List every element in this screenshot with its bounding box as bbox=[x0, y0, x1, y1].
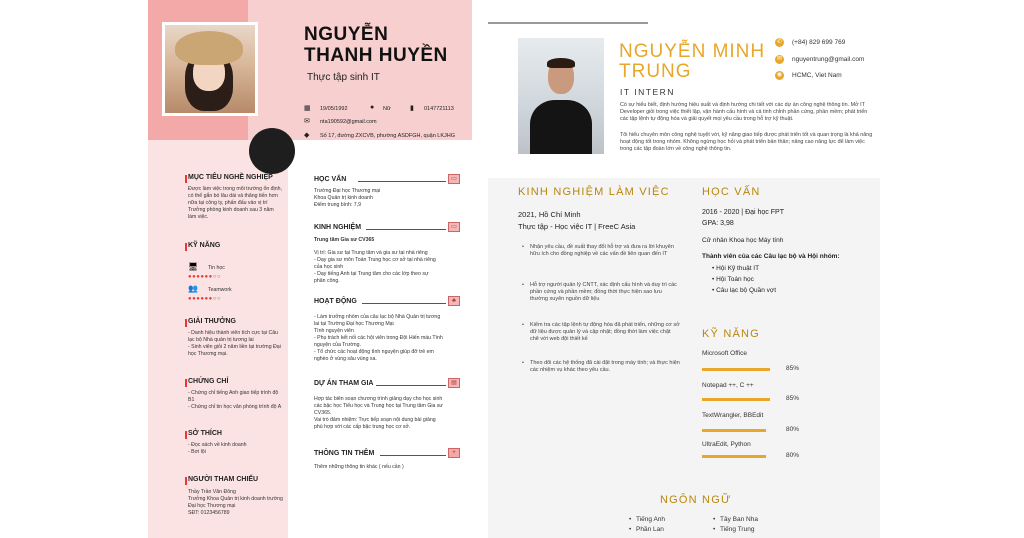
phone-icon: ✆ bbox=[776, 39, 783, 45]
body-background bbox=[488, 178, 880, 538]
resume-right bbox=[488, 22, 880, 538]
activities-text: - Làm trưởng nhóm của câu lạc bộ Nhà Quản trị tương lai tại Trường Đại học Thương Mại Tình nguyện viên - Phụ trách kết nối các hội viên trong Đội Hiến máu Tình nguyện của Trường. - Tổ chức các hoạt động tình nguyện giúp đỡ trẻ em nghèo ở vùng sâu vùng xa. bbox=[314, 314, 443, 362]
experience-company: Trung tâm Gia sư CV365 bbox=[314, 237, 375, 243]
education-degree: Cử nhân Khoa học Máy tính bbox=[702, 237, 784, 244]
name bbox=[304, 24, 448, 66]
email: nguyentrung@gmail.com bbox=[792, 56, 865, 63]
certs-text: - Chứng chỉ tiếng Anh giao tiếp trình độ B1 - Chứng chỉ tin học văn phòng trình độ A bbox=[188, 390, 282, 410]
experience-heading: KINH NGHIỆM bbox=[314, 224, 361, 231]
skill-bar bbox=[702, 455, 766, 458]
phone: 0147721113 bbox=[424, 106, 454, 112]
experience-text: Vị trí: Gia sư tại Trung tâm và gia sư tại nhà riêng - Dạy gia sư môn Toán Trung học cơ sở tại nhà riêng của học sinh - Dạy tiếng Anh tại Trung tâm cho các lớp theo sự phân công. bbox=[314, 250, 436, 284]
awards-heading: GIẢI THƯỞNG bbox=[188, 318, 236, 325]
more-info-heading: THÔNG TIN THÊM bbox=[314, 450, 374, 457]
skill-it: Tin học bbox=[208, 265, 225, 271]
languages-heading: NGÔN NGỮ bbox=[660, 494, 732, 506]
group-icon: ♣ bbox=[448, 296, 460, 306]
email: nta190592@gmail.com bbox=[320, 119, 377, 125]
skill-bar bbox=[702, 398, 770, 401]
references-heading: NGƯỜI THAM CHIẾU bbox=[188, 476, 258, 483]
objective-text: Được làm việc trong môi trường ổn định, có thể gắn bó lâu dài và thăng tiến hơn nữa tại công ty, phấn đấu vào vị trí Trưởng phòng kinh doanh sau 3 năm làm việc. bbox=[188, 186, 282, 220]
phone: (+84) 829 699 769 bbox=[792, 39, 846, 46]
location-icon: ◆ bbox=[304, 132, 310, 139]
skills-heading: KỸ NĂNG bbox=[702, 328, 760, 340]
summary bbox=[620, 102, 875, 153]
name-line-1: NGUYỄN bbox=[304, 24, 389, 45]
education-heading: HỌC VẤN bbox=[314, 176, 346, 183]
email-icon: ✉ bbox=[304, 118, 310, 125]
objective-heading: MỤC TIÊU NGHỀ NGHIỆP bbox=[188, 174, 273, 181]
hobbies-text: - Đọc sách về kinh doanh - Bơi lội bbox=[188, 442, 247, 455]
skill-percent: 85% bbox=[786, 365, 800, 372]
job-role: IT INTERN bbox=[620, 87, 675, 97]
projects-heading: DỰ ÁN THAM GIA bbox=[314, 380, 373, 387]
calendar-icon: ▦ bbox=[304, 105, 311, 112]
resume-left bbox=[148, 0, 472, 538]
skill-percent: 80% bbox=[786, 452, 800, 459]
team-icon: 👥 bbox=[188, 284, 198, 293]
skill-percent: 80% bbox=[786, 426, 800, 433]
email-icon: ✉ bbox=[776, 56, 783, 62]
skills-heading: KỸ NĂNG bbox=[188, 242, 220, 249]
name-line-2: THANH HUYỀN bbox=[304, 45, 448, 66]
clubs-heading: Thành viên của các Câu lạc bộ và Hội nhóm: bbox=[702, 253, 840, 260]
activities-heading: HOẠT ĐỘNG bbox=[314, 298, 357, 305]
location-icon: ◉ bbox=[776, 72, 783, 78]
book-icon: ▭ bbox=[448, 174, 460, 184]
skill-name: TextWrangler, BBEdit bbox=[702, 412, 764, 419]
plus-icon: + bbox=[448, 448, 460, 458]
person-icon: ● bbox=[370, 104, 375, 111]
summary-paragraph-2: Tôi hiểu chuyên môn công nghệ tuyệt vời, kỹ năng giao tiếp được phát triển tốt và quan trọng là khả năng hoạt động tốt trong nhóm. Không ngừng học hỏi và phát triển bản thân; nâng cao năng lực để làm việc trong các tập đoàn lớn về công nghệ thông tin. bbox=[620, 131, 873, 153]
education-school: 2016 - 2020 | Đại học FPT bbox=[702, 209, 784, 216]
skill-name: Microsoft Office bbox=[702, 350, 748, 357]
profile-photo bbox=[162, 22, 258, 116]
location: HCMC, Viet Nam bbox=[792, 72, 842, 79]
awards-text: - Danh hiệu thành viên tích cực tại Câu lạc bộ Nhà quản trị tương lai - Sinh viên giỏi 2 năm liền tại trường Đại học Thương mại. bbox=[188, 330, 281, 357]
profile-photo bbox=[518, 38, 604, 154]
skill-teamwork: Teamwork bbox=[208, 287, 232, 293]
hobbies-heading: SỞ THÍCH bbox=[188, 430, 222, 437]
name-line-2: TRUNG bbox=[619, 61, 692, 82]
more-info-text: Thêm những thông tin khác ( nếu cần ) bbox=[314, 464, 404, 470]
job-date: 2021, Hồ Chí Minh bbox=[518, 210, 581, 219]
language-item: • Tây Ban Nha bbox=[720, 516, 758, 523]
project-icon: ▤ bbox=[448, 378, 460, 388]
projects-text: Hợp tác biên soạn chương trình giảng dạy cho học sinh các bậc học Tiểu học và Trung học tại Trung tâm Gia sư CV365. Vai trò đảm nhiệm: Trực tiếp soạn nội dung bài giảng phù hợp với các cấp bậc trung học cơ sở. bbox=[314, 396, 443, 430]
job-bullet-2: • Hỗ trợ người quản lý CNTT, xác định cấu hình và duy trì các phần cứng và phần mềm; đồng thời thực hiện sao lưu thường xuyên nguồn dữ liệu bbox=[530, 282, 680, 304]
skill-it-rating: ●●●●●●○○ bbox=[188, 274, 221, 280]
experience-heading: KINH NGHIỆM LÀM VIỆC bbox=[518, 186, 670, 198]
club-item: • Hội Kỹ thuật IT bbox=[712, 265, 760, 272]
job-bullet-1: • Nhận yêu cầu, đề xuất thay đổi hỗ trợ và đưa ra lời khuyên hữu ích cho đồng nghiệp về các vấn đề liên quan đến IT bbox=[530, 244, 680, 258]
job-bullet-3: • Kiểm tra các tập lệnh tự động hóa đã phát triển, những cơ sở dữ liệu được quản lý và cập nhật; đồng thời làm việc chặt chẽ với web đội thiết kế bbox=[530, 322, 680, 344]
job-role: Thực tập sinh IT bbox=[307, 72, 380, 83]
computer-icon: 🖥 bbox=[188, 262, 199, 271]
language-item: • Tiếng Anh bbox=[636, 516, 665, 523]
education-heading: HỌC VẤN bbox=[702, 186, 761, 198]
education-gpa: GPA: 3,98 bbox=[702, 220, 734, 227]
skill-bar bbox=[702, 429, 766, 432]
address: Số 17, đường ZXCVB, phường ASDFGH, quận LKJHG bbox=[320, 133, 456, 139]
skill-name: Notepad ++, C ++ bbox=[702, 382, 754, 389]
briefcase-icon: ▭ bbox=[448, 222, 460, 232]
top-divider bbox=[488, 22, 648, 24]
name bbox=[619, 42, 765, 82]
summary-paragraph-1: Có sự hiểu biết, định hướng hiệu suất và định hướng chi tiết với các dự án công nghệ thông tin. Mở IT Developer giỏi trong việc thiết lập, vận hành cấu hình và cả tinh chỉnh phần cứng, phần mềm; phát triển các tập lệnh tự động hóa và giải quyết mọi yêu cầu trong hỗ trợ kỹ thuật. bbox=[620, 102, 868, 123]
club-item: • Câu lạc bộ Quần vợt bbox=[712, 287, 776, 294]
phone-icon: ▮ bbox=[410, 105, 414, 112]
skill-bar bbox=[702, 368, 770, 371]
education-text: Trường Đại học Thương mại Khoa Quản trị kinh doanh Điểm trung bình: 7,9 bbox=[314, 188, 381, 208]
language-item: • Tiếng Trung bbox=[720, 526, 754, 533]
decorative-circle bbox=[249, 128, 295, 174]
job-bullet-4: • Theo dõi các hệ thống đã cài đặt trong máy tính; và thực hiện các nhiệm vụ khác theo yêu cầu. bbox=[530, 360, 680, 374]
references-text: Thầy Trần Văn Đông Trưởng Khoa Quản trị kinh doanh trường Đại học Thương mại SĐT: 0123456789 bbox=[188, 489, 283, 516]
gender: Nữ bbox=[383, 106, 391, 112]
dob: 19/05/1992 bbox=[320, 106, 348, 112]
language-item: • Phần Lan bbox=[636, 526, 664, 533]
certs-heading: CHỨNG CHỈ bbox=[188, 378, 228, 385]
skill-percent: 85% bbox=[786, 395, 800, 402]
skill-teamwork-rating: ●●●●●●○○ bbox=[188, 296, 221, 302]
job-title: Thực tập - Học việc IT | FreeC Asia bbox=[518, 222, 636, 231]
club-item: • Hội Toán học bbox=[712, 276, 754, 283]
skill-name: UltraEdit, Python bbox=[702, 441, 751, 448]
name-line-1: NGUYỄN MINH bbox=[619, 41, 766, 62]
